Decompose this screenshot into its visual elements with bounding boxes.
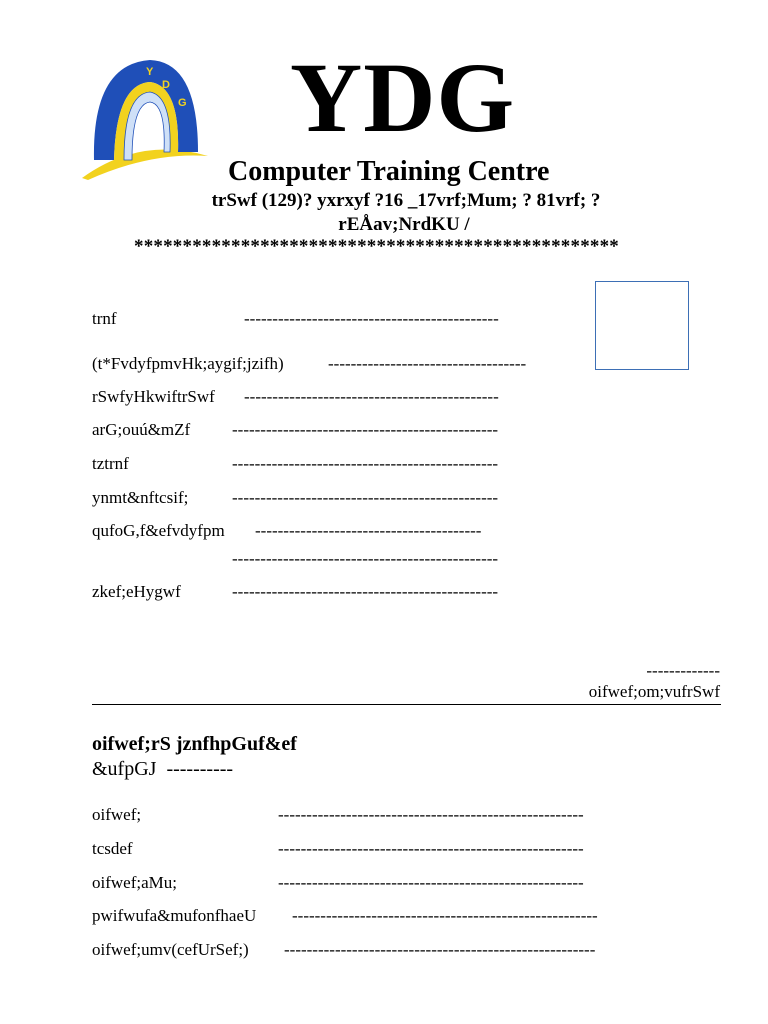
- office-fill-line[interactable]: ------------------------------------------------------: [278, 873, 584, 892]
- form-fill-line[interactable]: ---------------------------------------------: [244, 309, 499, 328]
- form-fill-line[interactable]: ----------------------------------------: [255, 521, 482, 540]
- brand-title: YDG: [290, 42, 516, 153]
- form-label: trnf: [92, 309, 117, 328]
- form-label: (t*FvdyfpmvHk;aygif;jzifh): [92, 354, 284, 373]
- form-fill-line[interactable]: -----------------------------------------------: [232, 549, 499, 568]
- office-fill-line[interactable]: ------------------------------------------------------: [278, 839, 584, 858]
- logo-letter-y: Y: [146, 66, 154, 78]
- logo-letter-g: G: [178, 97, 187, 109]
- form-fill-line[interactable]: -----------------------------------------------: [232, 420, 499, 439]
- form-label: rSwfyHkwiftrSwf: [92, 387, 215, 406]
- signature-line[interactable]: -------------: [646, 661, 720, 680]
- office-date-line[interactable]: ----------: [166, 758, 234, 780]
- form-label: tztrnf: [92, 454, 129, 473]
- form-label: ynmt&nftcsif;: [92, 488, 189, 507]
- office-label: oifwef;aMu;: [92, 873, 177, 892]
- office-fill-line[interactable]: ------------------------------------------------------: [278, 805, 584, 824]
- office-label: pwifwufa&mufonfhaeU: [92, 906, 257, 925]
- section-divider: [92, 704, 721, 705]
- signature-label: oifwef;om;vufrSwf: [588, 682, 720, 701]
- form-label: zkef;eHygwf: [92, 582, 181, 601]
- office-label: oifwef;: [92, 805, 142, 824]
- logo-letter-d: D: [162, 79, 170, 91]
- form-fill-line[interactable]: -----------------------------------------------: [232, 454, 499, 473]
- form-fill-line[interactable]: ---------------------------------------------: [244, 387, 499, 406]
- subtitle: Computer Training Centre: [228, 156, 550, 187]
- address-line-2: rEÅav;NrdKU /: [338, 214, 470, 235]
- form-fill-line[interactable]: -----------------------------------------------: [232, 488, 499, 507]
- form-label: qufoG,f&efvdyfpm: [92, 521, 225, 540]
- form-fill-line[interactable]: -----------------------------------------------: [232, 582, 499, 601]
- office-date-label: &ufpGJ: [92, 758, 157, 780]
- address-line-1: trSwf (129)? yxrxyf ?16 _17vrf;Mum; ? 81vrf; ?: [211, 190, 601, 211]
- ydg-logo: [80, 56, 210, 180]
- office-section-title: oifwef;rS jznfhpGuf&ef: [92, 733, 297, 755]
- office-fill-line[interactable]: ------------------------------------------------------: [292, 906, 598, 925]
- office-fill-line[interactable]: -------------------------------------------------------: [284, 940, 596, 959]
- office-label: oifwef;umv(cefUrSef;): [92, 940, 249, 959]
- office-label: tcsdef: [92, 839, 133, 858]
- form-label: arG;ouú&mZf: [92, 420, 191, 439]
- form-fill-line[interactable]: -----------------------------------: [328, 354, 527, 373]
- office-date: [92, 758, 233, 781]
- photo-box: [595, 281, 689, 370]
- star-separator: **************************************************: [134, 236, 619, 257]
